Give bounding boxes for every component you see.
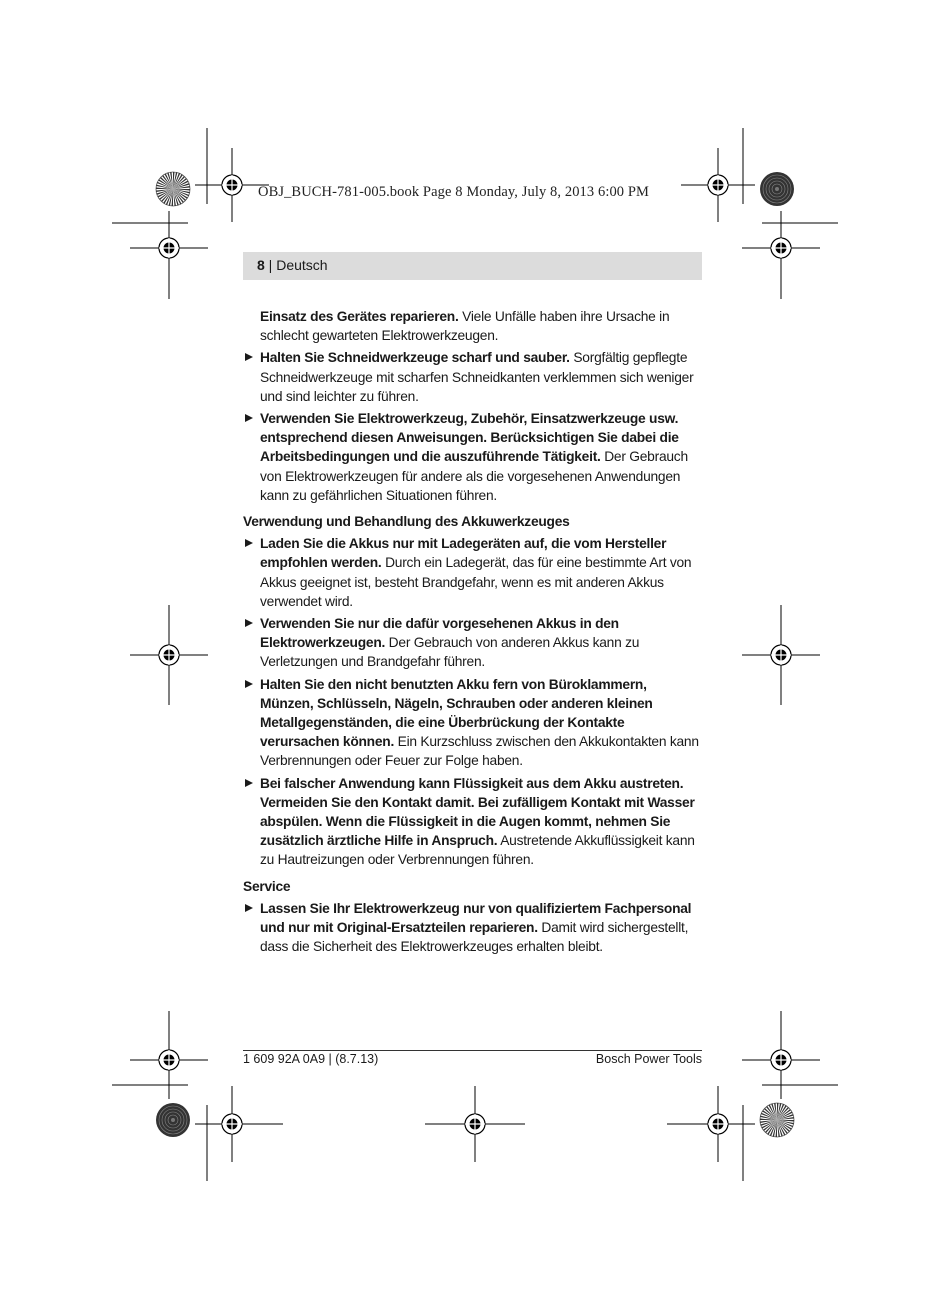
bullet-text: Ein Kurzschluss zwischen den Akkukontakten kann Verbrennungen oder Feuer zur Folge haben. xyxy=(260,734,699,769)
paragraph-text: Viele Unfälle haben ihre Ursache in schlecht gewarteten Elektrowerkzeugen. xyxy=(260,309,670,344)
continued-paragraph xyxy=(243,307,703,345)
header-text xyxy=(257,257,328,273)
bullet-triangle-icon xyxy=(245,414,253,422)
bullet-triangle-icon xyxy=(245,539,253,547)
page-number: 8 xyxy=(257,257,265,273)
header-separator: | xyxy=(264,257,277,273)
page-header xyxy=(243,252,702,280)
bullet-bold: Verwenden Sie nur die dafür vorgesehenen Akkus in den Elektrowerkzeugen. xyxy=(260,616,619,651)
page-content xyxy=(243,307,703,960)
bullet-bold: Bei falscher Anwendung kann Flüssigkeit aus dem Akku austreten. Vermeiden Sie den Kontakt damit. Bei zufälligem Kontakt mit Wasser abspülen. Wenn die Flüssigkeit in die Augen kommt, nehmen Sie zusätzlich ärztliche Hilfe in Anspruch. xyxy=(260,775,695,849)
bullet-item xyxy=(243,774,703,870)
bullet-bold: Halten Sie den nicht benutzten Akku fern von Büroklammern, Münzen, Schlüsseln, Nägeln, Schrauben oder anderen kleinen Metallgegenständen, die eine Überbrückung der Kontakte verursachen können. xyxy=(260,676,653,750)
footer-brand: Bosch Power Tools xyxy=(595,1052,702,1066)
bullet-item xyxy=(243,614,703,672)
bullet-bold: Verwenden Sie Elektrowerkzeug, Zubehör, Einsatzwerkzeuge usw. entsprechend diesen Anweisungen. Berücksichtigen Sie dabei die Arbeitsbedingungen und die auszuführende Tätigkeit. xyxy=(260,411,679,465)
bullet-item xyxy=(243,534,703,611)
bullet-item xyxy=(243,348,703,406)
bullet-text: Austretende Akkuflüssigkeit kann zu Hautreizungen oder Verbrennungen führen. xyxy=(260,833,695,868)
bullet-text: Damit wird sichergestellt, dass die Sicherheit des Elektrowerkzeuges erhalten bleibt. xyxy=(260,920,689,955)
bullet-item xyxy=(243,409,703,505)
bullet-triangle-icon xyxy=(245,904,253,912)
bullet-triangle-icon xyxy=(245,353,253,361)
bullet-item xyxy=(243,675,703,771)
section-heading-akku: Verwendung und Behandlung des Akkuwerkzeuges xyxy=(243,514,570,530)
bullet-triangle-icon xyxy=(245,779,253,787)
section-heading-service: Service xyxy=(243,878,291,894)
header-language: Deutsch xyxy=(276,257,328,273)
bullet-text: Sorgfältig gepflegte Schneidwerkzeuge mit scharfen Schneidkanten verklemmen sich weniger und sind leichter zu führen. xyxy=(260,350,694,404)
footer-document-number: 1 609 92A 0A9 | (8.7.13) xyxy=(243,1052,379,1066)
bullet-text: Durch ein Ladegerät, das für eine bestimmte Art von Akkus geeignet ist, besteht Brandgefahr, wenn es mit anderen Akkus verwendet wird. xyxy=(260,555,692,609)
bullet-bold: Halten Sie Schneidwerkzeuge scharf und sauber. xyxy=(260,350,570,366)
file-slug: OBJ_BUCH-781-005.book Page 8 Monday, July 8, 2013 6:00 PM xyxy=(258,184,650,200)
bullet-bold: Lassen Sie Ihr Elektrowerkzeug nur von qualifiziertem Fachpersonal und nur mit Original-Ersatzteilen reparieren. xyxy=(260,900,692,936)
bullet-item xyxy=(243,899,703,957)
paragraph-bold: Einsatz des Gerätes reparieren. xyxy=(260,309,459,324)
bullet-triangle-icon xyxy=(245,680,253,688)
bullet-text: Der Gebrauch von Elektrowerkzeugen für andere als die vorgesehenen Anwendungen kann zu gefährlichen Situationen führen. xyxy=(260,449,688,503)
bullet-triangle-icon xyxy=(245,619,253,627)
bullet-bold: Laden Sie die Akkus nur mit Ladegeräten auf, die vom Hersteller empfohlen werden. xyxy=(260,536,667,571)
bullet-text: Der Gebrauch von anderen Akkus kann zu Verletzungen und Brandgefahr führen. xyxy=(260,635,640,670)
footer-rule xyxy=(243,1050,702,1051)
